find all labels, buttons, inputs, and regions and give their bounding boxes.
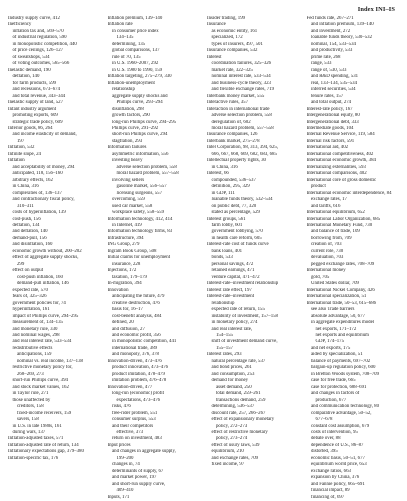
index-subentry: exchange rates, 17 [311, 197, 347, 203]
index-subentry: 199–200 [116, 455, 134, 461]
index-subentry: short-run Phillips curve, 294 [112, 132, 168, 138]
index-entry: Interest-rate cost of funds curve [207, 242, 269, 248]
index-subentry: specialized, 172 [211, 35, 243, 41]
index-subentry: fixed-income receivers, 159 [17, 410, 72, 416]
index-subentry: free-rider problem, 551 [112, 410, 158, 416]
index-subentry: fixed income, 97 [211, 462, 245, 468]
index-entry: Inflation-adjusted taxes, 571 [8, 436, 64, 442]
index-entry: Fed funds rate, 267–271 [306, 16, 354, 21]
index-subentry: involving sellers [112, 177, 145, 183]
index-subentry: dependence of U.S., 86–87 [311, 442, 364, 448]
index-subentry: and acceptability of money, 294 [12, 164, 75, 170]
index-subentry: effect on output [12, 268, 44, 274]
index-subentry: personal savings, 472 [211, 261, 254, 267]
index-entry: International aid, 402 [306, 145, 349, 151]
index-subentry: and monopoly, 376, 378 [112, 352, 159, 358]
index-subentry: loanable funds theory, 532–534 [211, 197, 273, 203]
index-subentry: absolute advantage, 50, 677 [311, 313, 365, 319]
index-subentry: impact of Phillips curve, 294–295 [12, 313, 79, 319]
index-subentry: 666, 667, 668, 669, 682, 683, 685 [211, 151, 277, 157]
index-subentry: expected rate of return, 155 [211, 307, 265, 313]
index-subentry: in Taylor rule, 271 [12, 391, 49, 397]
index-entry: Input prices [107, 442, 131, 448]
index-subentry: 155–157 [216, 345, 233, 351]
index-subentry: 268–269, 273 [17, 371, 44, 377]
index-subentry: and investment, 272 [311, 28, 351, 34]
index-subentry: expected rate, 570 [12, 287, 48, 293]
index-subentry: risks, 476 [112, 404, 131, 410]
index-subentry: cost-push inflation, 160 [17, 274, 63, 280]
index-entry: Inferior goods, 86, 264 [8, 125, 53, 131]
index-column-2 [108, 16, 203, 501]
index-subentry: and communication technology, 80 [311, 404, 380, 410]
index-entry: Insurance companies, 126 [207, 132, 258, 138]
index-subentry: 197 [17, 138, 25, 144]
index-subentry: basis for, 16–17 [112, 307, 143, 313]
index-subentry: in Bretton Woods system, 708–709 [311, 371, 380, 377]
index-subentry: effect of usury laws, 539 [211, 442, 260, 448]
index-subentry: financial impact, 89 [311, 488, 350, 494]
index-subentry: real, 133–134, 535–534 [311, 80, 358, 86]
index-entry: International economic growth, 384 [306, 158, 376, 164]
index-subentry: of voting outcomes, 565–566 [12, 61, 70, 67]
index-subentry: creation of, 703 [311, 242, 342, 248]
index-entry: Information technology firms, 83 [107, 229, 173, 235]
index-subentry: and income elasticity of demand, [12, 132, 77, 138]
index-subentry: costs of intervention, 95 [311, 430, 358, 435]
index-entry: Interbank market, 275–278 [207, 138, 260, 144]
index-subentry: bargain-up regulation policy, 600 [311, 365, 376, 371]
index-subentry: strategic trade policy, 609 [12, 119, 63, 125]
index-entry: Internal Revenue Service, 119, 584 [306, 132, 375, 138]
index-columns [8, 16, 401, 501]
running-header: Index INI–IS [357, 6, 395, 13]
index-subentry: moral hazard problem, 557–558 [211, 125, 274, 131]
index-subentry: arbitrary effects, 162 [12, 177, 53, 183]
index-subentry: expectations, 473–476 [116, 397, 161, 403]
index-subentry: product [311, 184, 326, 190]
index-subentry: government lobbying, 570 [211, 229, 263, 235]
index-subentry: deflation, 140 [12, 74, 40, 80]
index-subentry: during wars, 137 [12, 430, 46, 435]
index-entry: Innovation [107, 287, 129, 293]
index-subentry: on public debt, 77, 320 [211, 203, 257, 209]
index-entry: Interaction in international trade [207, 106, 270, 112]
index-subentry: and real interest rate, 533–534 [12, 339, 72, 345]
index-subentry: promoting exports, 609 [12, 113, 58, 119]
index-subentry: equilibrium, 210 [211, 449, 244, 455]
index-subentry: in U.S. 1960–2007, 292 [112, 61, 159, 67]
index-subentry: and nominal wages, 298 [12, 332, 60, 338]
index-subentry: case for free trade, 665 [311, 378, 356, 384]
index-entry: Inflation premium, 139–140 [107, 16, 163, 21]
index-subentry: long-run (economic) profit [112, 391, 164, 397]
index-subentry: and contractionary fiscal policy, [12, 197, 75, 203]
index-subentry: exchange ratios, 663 [311, 468, 351, 474]
index-subentry: shift of investment demand curve, [211, 339, 278, 345]
index-subentry: and total revenue, 343–344 [12, 93, 66, 99]
index-entry: Inefficiency [8, 22, 32, 28]
index-subentry: pegged exchange rates, 708–709 [311, 261, 375, 267]
index-subentry: devaluation, 703 [311, 255, 344, 261]
index-entry: Inelastic demand, 190 [8, 67, 51, 73]
index-entry: Inflationary expectations gap, 379–380 [8, 449, 84, 455]
index-subentry: natural percentage rate, 537 [211, 358, 266, 364]
index-entry: Interest-rate–investment relationship [207, 281, 279, 287]
index-subentry: bonds, 533 [211, 255, 233, 261]
index-subentry: and changes in aggregate supply, [112, 449, 176, 455]
index-subentry: consumer surplus, 553 [112, 417, 156, 423]
index-entry: Inputs, 171 [107, 494, 130, 500]
index-subentry: long-run Phillips curve, 294–295 [112, 119, 177, 125]
index-subentry: net exports and equilibrium [315, 332, 369, 338]
index-subentry: and productivity, 533 [311, 48, 353, 54]
index-entry: International core of gross domestic [306, 177, 377, 183]
index-subentry: moral hazard problem, 557–558 [116, 171, 179, 177]
index-entry: International comparisons, 402 [306, 171, 367, 177]
index-subentry: and R&D spending, 531 [311, 74, 359, 80]
index-subentry: anticipated, 118, 156–160 [12, 171, 63, 177]
index-subentry: of industrial regulation, 590 [12, 35, 67, 41]
index-entry: Inflation [8, 158, 25, 164]
index-subentry: and net exports, 175 [311, 345, 351, 351]
index-subentry: demand for money [211, 378, 249, 384]
index-subentry: venture capital, 471–472 [211, 274, 260, 280]
index-subentry: defined, 20 [112, 320, 134, 326]
index-entry: Insider trading, 199 [207, 16, 246, 21]
index-subentry: inferred securities, 534 [311, 87, 356, 93]
index-subentry: policy, 273–274 [216, 436, 248, 442]
index-subentry: return on investment, 483 [112, 436, 162, 442]
index-entry: Inflation-adjusted rate of return, 134 [8, 442, 79, 448]
index-subentry: in U.S. 1980 to 1990, 159 [112, 67, 163, 73]
index-entry: Internal risk factors, 591 [306, 138, 355, 144]
index-subentry: and total output, 274 [311, 100, 352, 106]
index-subentry: range, 533 [311, 61, 332, 67]
index-subentry: effective, 373 [116, 430, 144, 435]
index-subentry: and monetary rule, 330 [12, 326, 58, 332]
index-entry: Initial claims for unemployment [107, 255, 171, 261]
index-subentry: and balance of trade, 109 [311, 229, 360, 235]
index-subentry: debate over, 88 [311, 436, 341, 442]
index-entry: Interbank money market, 555 [207, 93, 265, 99]
index-subentry: effect of expansionary monetary [211, 417, 275, 423]
index-entry: Inflation targeting, 275–279, 330 [107, 74, 172, 80]
index-entry: International money [306, 268, 346, 274]
index-subentry: in China, 316 [12, 184, 39, 190]
index-subentry: definition, 295, 329 [211, 184, 250, 190]
index-subentry: of sweatshops, 534 [12, 54, 50, 60]
index-subentry: fears of, 325–326 [12, 294, 47, 300]
index-subentry: short-run Phillips curve, 394 [12, 378, 68, 384]
index-subentry: in monetary policy, 274 [211, 320, 258, 326]
index-subentry: 134–135 [116, 35, 134, 41]
index-subentry: creative destruction, 476 [112, 300, 160, 306]
index-subentry: retained earnings, 471 [211, 268, 255, 274]
index-entry: International Nickel Company, 426 [306, 287, 375, 293]
index-entry: International Labor Organization, 685 [306, 216, 381, 222]
index-subentry: and exchange rates, 709 [211, 455, 259, 461]
index-subentry: workplace safety, 558–559 [112, 210, 165, 216]
index-subentry: and deflation, 140 [12, 229, 48, 235]
index-subentry: expansion by China, 376 [311, 475, 360, 481]
index-subentry: nominal interest rate, 533–534 [211, 74, 271, 80]
index-subentry: current role, 730 [311, 248, 344, 254]
index-subentry: relationship [112, 87, 135, 93]
index-subentry: in Internet, 419 [112, 223, 142, 228]
index-entry: Insurance [207, 22, 226, 28]
index-entry: Intermediate goods, 104 [306, 125, 354, 131]
index-subentry: economic basis, 50–51, 677 [311, 455, 365, 461]
index-subentry: GDP, 174–175 [315, 339, 345, 345]
index-subentry: and their competitors [112, 423, 154, 429]
index-entry: Information failures [107, 145, 147, 151]
index-subentry: distorted, 395 [311, 449, 338, 455]
index-entry: Interest rate effect, 197 [207, 287, 252, 293]
index-subentry: and real interest rate, [211, 326, 253, 332]
index-subentry: discount rate, 257, 266–267 [211, 410, 266, 416]
index-subentry: and stock market values, 162 [12, 384, 69, 390]
index-subentry: stagflation, 293 [112, 138, 143, 144]
index-entry: Inflation, 532 [8, 145, 35, 151]
index-subentry: 154–155 [216, 332, 233, 338]
index-subentry: and business-cycle theory, 323 [211, 80, 271, 86]
index-subentry: in monopolistic competition, 440 [12, 41, 77, 47]
index-entry: Interest groups, 561 [207, 216, 246, 222]
index-subentry: in aggregate expenditures model [311, 320, 375, 326]
index-subentry: investing heavy [112, 158, 143, 164]
index-subentry: deflation, 134 [12, 223, 40, 228]
index-subentry: global comparisons, 137 [112, 48, 160, 54]
index-entry: International trade, 50–53, 615–686 [306, 300, 377, 306]
index-subentry: stated as percentage, 529 [211, 210, 260, 216]
index-entry: International Monetary Fund, 730 [306, 223, 373, 228]
index-subentry: insurance, 228 [112, 261, 141, 267]
index-subentry: costs of hyperinflation, 139 [12, 210, 66, 216]
index-entry: Infrastructure, 394 [107, 235, 144, 241]
index-subentry: in monopolistic competition, 441 [112, 339, 177, 345]
index-subentry: and market power, 197 [112, 475, 157, 481]
index-subentry: 310–311 [17, 203, 34, 209]
index-entry: ING Group, 279 [107, 242, 140, 248]
index-subentry: transactions demand, 259 [216, 397, 266, 403]
index-subentry: inflation tax and, 569–570 [12, 28, 64, 34]
index-subentry: types of insurers, 497, 501 [211, 41, 263, 47]
index-subentry: redistributive effects [12, 345, 53, 351]
index-subentry: nominal, 154, 533–534 [311, 41, 356, 47]
index-subentry: as economic entity, 161 [211, 28, 258, 34]
index-subentry: licensing surgeons, 557 [116, 190, 163, 196]
index-subentry: growth factors, 290 [112, 113, 150, 119]
index-subentry: cost-push, 156 [12, 216, 41, 222]
index-subentry: of price ceilings, 126–127 [12, 48, 64, 54]
index-subentry: effect of aggregate supply shocks, [12, 255, 79, 261]
index-entry: Intergenerational equity, 80 [306, 113, 360, 119]
index-subentry: policy, 272–273 [216, 423, 248, 429]
index-subentry: demand-pull, 156 [12, 235, 47, 241]
index-subentry: gasoline market, 556–557 [116, 184, 167, 190]
index-subentry: and changes in factors of [311, 391, 360, 397]
index-column-3 [207, 16, 302, 501]
index-subentry: nominal vs. real income, 137–138 [17, 358, 83, 364]
index-entry: Interest-rate policy, 167 [306, 106, 353, 112]
index-entry: In-migration, 394 [107, 281, 142, 287]
index-entry: International competitiveness, 402 [306, 151, 374, 157]
index-subentry: farm lobby, 601 [211, 223, 243, 228]
index-column-4 [307, 16, 402, 501]
index-subentry: hyperinflation, 161 [12, 307, 50, 313]
index-subentry: and Fannie policy, 665–691 [311, 481, 365, 487]
index-subentry: constant cost assumption, 679 [311, 423, 370, 429]
index-subentry: economic growth without, 200–202 [12, 248, 82, 254]
index-entry: Innovation-driven, 473–476 [107, 358, 162, 364]
index-entry: Intergenerational debt, 333 [306, 119, 359, 125]
index-subentry: determinants of supply, 67 [112, 468, 164, 474]
index-subentry: overcoming, 559 [112, 197, 145, 203]
index-subentry: aided by specialization, 51 [311, 352, 363, 358]
index-subentry: rule of 70, 135 [112, 54, 141, 60]
index-entry: Injections, 172 [107, 268, 137, 274]
index-entry: Internalizing externalities, 593 [306, 164, 366, 170]
index-subentry: determining, 135 [112, 41, 146, 47]
index-entry: Infant industry argument [8, 106, 57, 112]
index-subentry: total demand, 259–261 [216, 391, 261, 397]
index-entry: Industry supply curve, 412 [8, 16, 60, 21]
index-subentry: tenure rates, 157 [311, 93, 344, 99]
index-subentry: range of, 530, 533 [311, 67, 347, 73]
index-subentry: in health care reform, 605 [211, 235, 262, 241]
index-entry: Ingram Book Group, 508 [107, 248, 157, 254]
index-subentry: cost-benefit analysis, 484 [112, 313, 162, 319]
index-subentry: case for protection, 688–691 [311, 384, 367, 390]
index-subentry: complexities of, 136–137 [12, 190, 62, 196]
index-entry: Interactive rules, 357 [207, 100, 249, 106]
index-subentry: anticipations, 159 [17, 352, 52, 358]
index-subentry: determining, 536–537 [211, 404, 255, 410]
index-subentry: international trade, 389 [112, 345, 158, 351]
index-subentry: loanable funds theory, 530–532 [311, 35, 373, 41]
index-subentry: anticipating the future, 479 [112, 294, 165, 300]
index-subentry: financing of, 697 [311, 494, 345, 500]
index-subentry: for farm products, 599 [12, 80, 57, 86]
index-subentry: and diffusion, 27 [112, 326, 145, 332]
index-subentry: bank loans, 401 [211, 248, 243, 254]
index-subentry: equilibrium world price, 653 [311, 462, 367, 468]
index-subentry: and economic profit, 356 [112, 332, 161, 338]
index-subentry: and inflation premium, 139–140 [311, 22, 374, 28]
index-subentry: creditors, 158 [17, 404, 44, 410]
index-subentry: 677–678 [315, 417, 333, 423]
index-entry: Interest [207, 54, 222, 60]
index-entry: Inflation-specific tax, 176 [8, 455, 59, 461]
index-subentry: and consumption, 253 [211, 371, 255, 377]
index-subentry: 409–410 [116, 488, 134, 494]
index-entry: Innovation-driven, 477 [107, 384, 153, 390]
index-subentry: Phillips curve, 291–292 [112, 125, 159, 131]
index-entry: Inelastic supply of land, 527 [8, 100, 64, 106]
index-subentry: Phillips curve, 293–294 [116, 100, 163, 106]
index-column-1 [8, 16, 103, 501]
index-subentry: in consumer price index [112, 28, 159, 34]
index-subentry: asymmetric information, 556 [112, 151, 169, 157]
index-subentry: government policies for, 74 [12, 300, 66, 306]
index-subentry: savers, 158 [17, 417, 39, 423]
index-subentry: and bond prices, 261 [211, 365, 252, 371]
index-subentry: used car market, 558 [112, 203, 153, 209]
index-subentry: demand-pull inflation, 146 [17, 281, 69, 287]
index-subentry: relationship [211, 300, 235, 306]
index-subentry: coordination failures, 325–326 [211, 61, 272, 67]
index-subentry: compounded, 536–537 [211, 177, 256, 183]
index-subentry: adverse selection problem, 558 [116, 164, 177, 170]
index-subentry: United States dollar, 709 [311, 281, 359, 287]
index-entry: Inflation rate [107, 22, 133, 28]
index-subentry: adverse selection problem, 558 [211, 113, 272, 119]
index-subentry: and flexible exchange rates, 719 [211, 87, 275, 93]
index-subentry: product innovation, 473–476 [112, 365, 169, 371]
index-subentry: measurement of, 134–135 [12, 320, 63, 326]
index-entry: International specialization, 51 [306, 294, 367, 300]
index-subentry: prime rate, 268 [311, 54, 341, 60]
index-entry: International economic interdependence, 84 [306, 190, 392, 196]
index-entry: Infinite slope, 24 [8, 151, 41, 157]
index-subentry: restrictive monetary policy for, [12, 365, 73, 371]
index-entry: Interest-rate–investment [207, 294, 255, 300]
index-subentry: net exports, 171–172 [315, 326, 357, 332]
index-subentry: imitation problem, 476–478 [112, 378, 167, 384]
index-subentry: disinflation, 298 [112, 106, 144, 112]
index-entry: Information technology, 412, 414 [107, 216, 173, 222]
index-subentry: market rate, 322–325 [211, 67, 253, 73]
index-entry: Inflation-unemployment [107, 80, 155, 86]
index-subentry: product imitation, 478–479 [112, 371, 165, 377]
index-subentry: effect of restrictive monetary [211, 430, 268, 435]
index-entry: Intellectual property rights, 30 [207, 158, 266, 164]
index-subentry: and short-run supply curve, [112, 481, 166, 487]
index-subentry: deregulation of, 602 [211, 119, 251, 125]
index-subentry: and recessions, 673–674 [12, 87, 60, 93]
index-entry: Intel Corporation, 98, 313, 394, 625, [207, 145, 279, 151]
index-subentry: those unaffected by [12, 397, 51, 403]
index-subentry: 299 [17, 261, 25, 267]
index-subentry: and disinflation, 160 [12, 242, 53, 248]
index-subentry: aggregate supply shocks and [112, 93, 168, 99]
index-subentry: in GDP, 111 [211, 190, 235, 196]
index-subentry: production, 677 [315, 397, 347, 403]
index-subentry: in China, 316 [211, 164, 238, 170]
index-subentry: and tariffs, 616 [311, 203, 341, 209]
index-entry: Interest rates, 293 [207, 352, 242, 358]
index-entry: Insurance companies, 532 [207, 48, 258, 54]
index-subentry: borrowing from, 709 [311, 235, 352, 241]
index-entry: Interest, 66 [207, 171, 229, 177]
index-entry: International equilibrium, 652 [306, 210, 365, 216]
index-subentry: in U.S. in late 1980s, 161 [12, 423, 62, 429]
index-subentry: instability of investment, 157–158 [211, 313, 278, 319]
index-subentry: taxation, 179–179 [112, 274, 147, 280]
index-subentry: changes in, 74 [112, 462, 140, 468]
index-subentry: balance of payments, 697–702 [311, 358, 371, 364]
index-subentry: gold, 705 [311, 274, 330, 280]
index-subentry: comparative advantage, 50–52, [311, 410, 372, 416]
index-subentry: asset demand, 250 [216, 384, 252, 390]
index-subentry: see also Trade barriers [311, 307, 355, 313]
